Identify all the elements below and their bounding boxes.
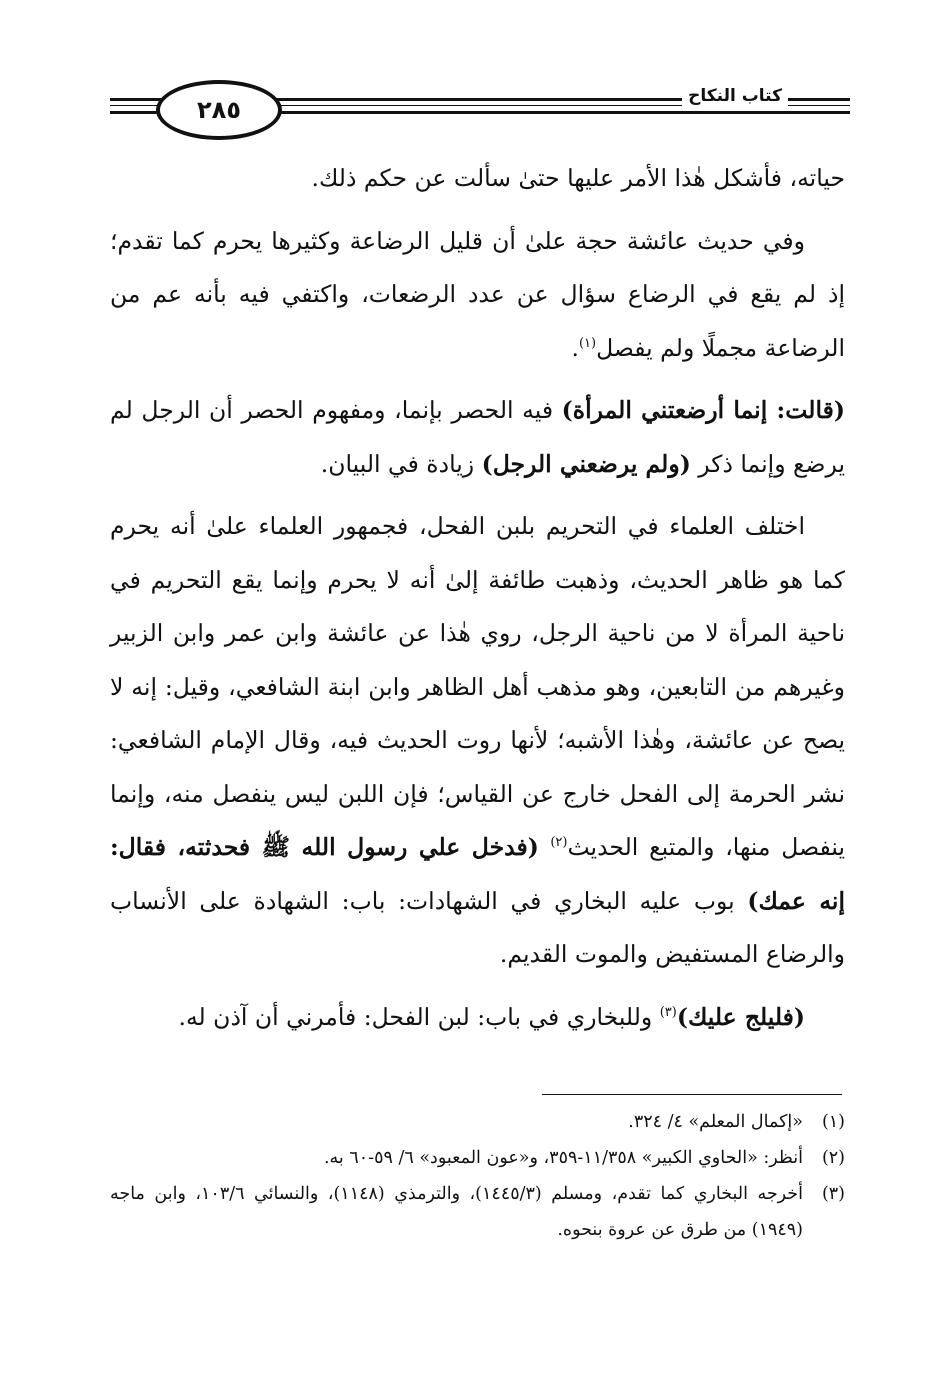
paragraph-5-text: وللبخاري في باب: لبن الفحل: فأمرني أن آذن له. [178,1002,660,1031]
footnote-1 [110,1104,845,1140]
footnote-ref-1[interactable]: (١) [578,335,597,351]
paragraph-2-end: . [571,333,579,362]
main-text [110,152,845,1053]
page-header [110,78,850,138]
footnote-2-number: (٢) [821,1148,845,1168]
paragraph-4-text-2: بوب عليه البخاري في الشهادات: باب: الشهادة على الأنساب والرضاع المستفيض والموت القديم. [110,886,845,968]
page-number: ٢٨٥ [156,80,282,140]
paragraph-2-text: وفي حديث عائشة حجة علىٰ أن قليل الرضاعة وكثيرها يحرم كما تقدم؛ إذ لم يقع في الرضاع سؤال عن عدد الرضعات، واكتفي فيه بأنه عم من الرضاعة مجملًا ولم يفصل [110,226,845,362]
footnote-separator [542,1094,842,1095]
paragraph-1-text: حياته، فأشكل هٰذا الأمر عليها حتىٰ سألت عن حكم ذلك. [311,164,845,192]
footnote-ref-3[interactable]: (٣) [659,1004,677,1020]
footnote-1-text: «إكمال المعلم» ٤/ ٣٢٤. [628,1112,803,1132]
paragraph-3-text-1: فيه الحصر بإنما، ومفهوم الحصر أن الرجل لم يرضع وإنما ذكر [110,396,845,478]
hadith-quote-4: (فليلج عليك) [676,1002,805,1031]
paragraph-3 [110,384,845,491]
paragraph-5 [110,991,845,1045]
footnote-ref-2[interactable]: (٢) [550,835,568,851]
paragraph-1 [110,152,845,206]
footnotes [110,1104,845,1248]
hadith-quote-2: (ولم يرضعني الرجل) [481,449,691,478]
footnote-2 [110,1140,845,1176]
footnote-1-number: (١) [821,1112,845,1132]
hadith-quote-3: (فدخل علي رسول الله ﷺ فحدثته، فقال: إنه عمك) [110,833,845,915]
header-rule-right-bottom [260,111,850,114]
footnote-2-text: أنظر: «الحاوي الكبير» ١١/٣٥٨-٣٥٩، و«عون المعبود» ٦/ ٥٩-٦٠ به. [323,1148,803,1168]
paragraph-4-text-1: اختلف العلماء في التحريم بلبن الفحل، فجمهور العلماء علىٰ أنه يحرم كما هو ظاهر الحديث، وذهبت طائفة إلىٰ أنه لا يحرم وإنما يقع التحريم في ناحية المرأة لا من ناحية الرجل، روي هٰذا عن عائشة وابن عمر وابن الزبير وغيرهم من التابعين، وهو مذهب أهل الظاهر وابن ابنة الشافعي، وقيل: إنه لا يصح عن عائشة، وهٰذا الأشبه؛ لأنها روت الحديث فيه، وقال الإمام الشافعي: نشر الحرمة إلى الفحل خارج عن القياس؛ فإن اللبن ليس ينفصل منه، وإنما ينفصل منها، والمتبع الحديث [110,512,845,861]
book-section-title: كتاب النكاح [682,86,788,106]
footnote-3 [110,1176,845,1248]
paragraph-4 [110,500,845,982]
footnote-3-text: أخرجه البخاري كما تقدم، ومسلم (١٤٤٥/٣)، والترمذي (١١٤٨)، والنسائي ١٠٣/٦، وابن ماجه (١٩٤٩) من طرق عن عروة بنحوه. [110,1184,803,1240]
paragraph-3-text-2: زيادة في البيان. [320,449,482,478]
paragraph-2 [110,215,845,376]
hadith-quote-1: (قالت: إنما أرضعتني المرأة) [561,396,845,424]
footnote-3-number: (٣) [821,1184,845,1204]
